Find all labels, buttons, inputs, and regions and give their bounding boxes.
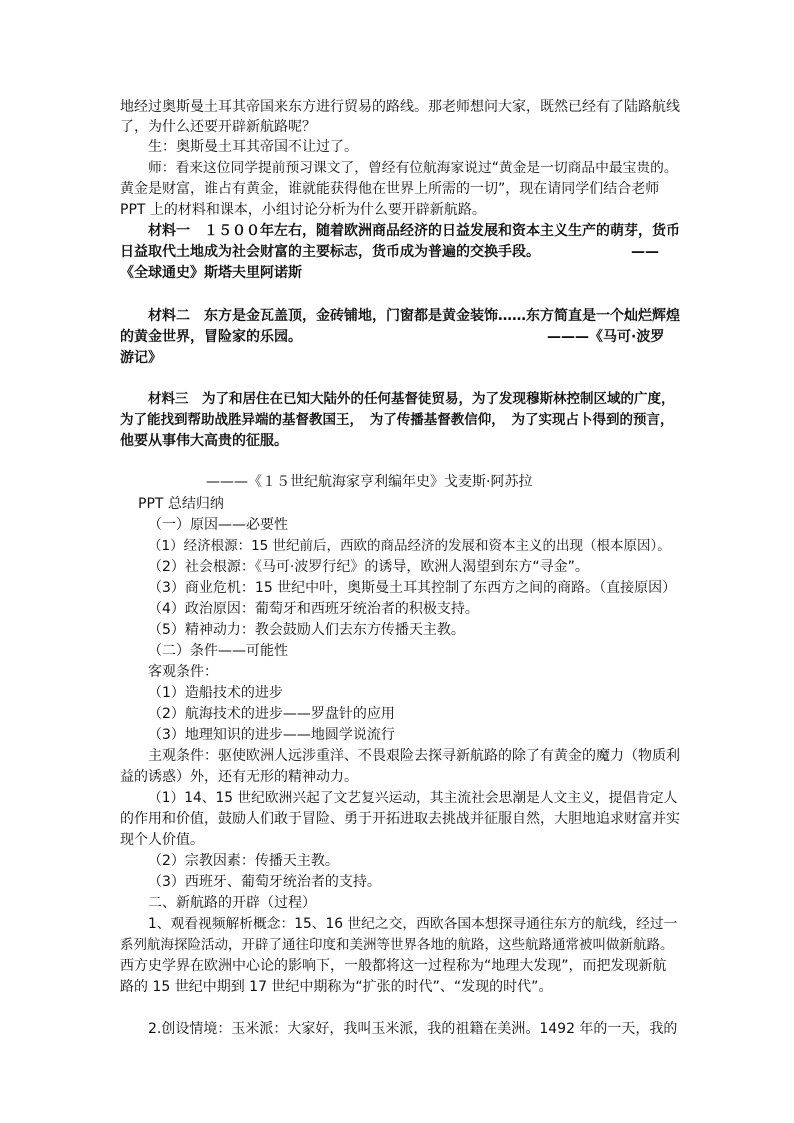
- paragraph-line: 的作用和价值，鼓励人们敢于冒险、勇于开拓进取去挑战并征服自然，大胆地追求财富并实: [120, 811, 680, 827]
- list-item: （2）社会根源：《马可·波罗行纪》的诱导，欧洲人渴望到东方“寻金”。: [148, 559, 589, 575]
- material-2: 材料二 东方是金瓦盖顶，金砖铺地，门窗都是黄金装饰……东方简直是一个灿烂辉煌: [148, 308, 680, 324]
- list-item: （5）精神动力：教会鼓励人们去东方传播天主教。: [148, 622, 465, 638]
- list-item: （1）经济根源：15 世纪前后，西欧的商品经济的发展和资本主义的出现（根本原因）。: [148, 538, 671, 554]
- teacher-line: 师：看来这位同学提前预习课文了，曾经有位航海家说过“黄金是一切商品中最宝贵的。: [148, 160, 678, 176]
- list-item: （4）政治原因：葡萄牙和西班牙统治者的积极支持。: [148, 601, 479, 617]
- material-3-line: 为了能找到帮助战胜异端的基督教国王， 为了传播基督教信仰， 为了实现占卜得到的预言，: [120, 412, 674, 428]
- list-item: （2）航海技术的进步——罗盘针的应用: [148, 706, 395, 722]
- list-item: （1）14、15 世纪欧洲兴起了文艺复兴运动，其主流社会思潮是人文主义，提倡肯定人: [148, 790, 678, 806]
- material-2-line: 的黄金世界，冒险家的乐园。 ———《马可·波罗: [120, 329, 665, 345]
- paragraph-line: 西方史学界在欧洲中心论的影响下，一般都将这一过程称为“地理大发现”，而把发现新航: [120, 958, 667, 974]
- paragraph-line: 黄金是财富，谁占有黄金，谁就能获得他在世界上所需的一切”，现在请同学们结合老师: [120, 181, 660, 197]
- list-item: （3）地理知识的进步——地圆学说流行: [148, 727, 395, 743]
- paragraph-line: 系列航海探险活动，开辟了通往印度和美洲等世界各地的航路，这些航路通常被叫做新航路。: [120, 937, 674, 953]
- material-1-source: 《全球通史》斯塔夫里阿诺斯: [120, 265, 302, 281]
- paragraph-line: 地经过奥斯曼土耳其帝国来东方进行贸易的路线。那老师想问大家，既然已经有了陆路航线: [120, 99, 680, 115]
- paragraph-line: 现个人价值。: [120, 832, 204, 848]
- paragraph-line: 主观条件：驱使欧洲人远涉重洋、不畏艰险去探寻新航路的除了有黄金的魔力（物质利: [148, 748, 680, 764]
- material-1: 材料一 １５００年左右，随着欧洲商品经济的日益发展和资本主义生产的萌芽，货币: [148, 223, 680, 239]
- section-heading: （一）原因——必要性: [148, 517, 288, 533]
- list-item: （3）西班牙、葡萄牙统治者的支持。: [148, 874, 381, 890]
- material-3: 材料三 为了和居住在已知大陆外的任何基督徒贸易，为了发现穆斯林控制区域的广度，: [148, 391, 675, 407]
- paragraph-line: 1、观看视频解析概念：15、16 世纪之交，西欧各国本想探寻通往东方的航线，经过一: [148, 916, 678, 932]
- list-item: （3）商业危机：15 世纪中叶，奥斯曼土耳其控制了东西方之间的商路。（直接原因）: [148, 580, 677, 596]
- material-3-source: ———《１５世纪航海家亨利编年史》戈麦斯·阿苏拉: [206, 474, 533, 490]
- student-answer: 生：奥斯曼土耳其帝国不让过了。: [148, 139, 358, 155]
- paragraph-line: 2.创设情境：玉米派：大家好，我叫玉米派，我的祖籍在美洲。1492 年的一天，我的: [148, 1021, 678, 1037]
- section-heading: 二、新航路的开辟（过程）: [148, 895, 316, 911]
- ppt-summary-heading: PPT 总结归纳: [138, 496, 224, 512]
- list-item: （1）造船技术的进步: [148, 685, 283, 701]
- material-3-line: 他要从事伟大高贵的征服。: [120, 433, 288, 449]
- list-item: （2）宗教因素：传播天主教。: [148, 853, 339, 869]
- paragraph-line: PPT 上的材料和课本，小组讨论分析为什么要开辟新航路。: [120, 202, 486, 218]
- material-2-source: 游记》: [120, 350, 162, 366]
- section-heading: （二）条件——可能性: [148, 643, 288, 659]
- paragraph-line: 了，为什么还要开辟新航路呢？: [120, 119, 316, 135]
- paragraph-line: 益的诱惑）外，还有无形的精神动力。: [120, 769, 358, 785]
- sub-heading: 客观条件：: [148, 664, 218, 680]
- material-1-line: 日益取代土地成为社会财富的主要标志，货币成为普遍的交换手段。 ——: [120, 244, 659, 260]
- paragraph-line: 路的 15 世纪中期到 17 世纪中期称为“扩张的时代”、“发现的时代”。: [120, 979, 553, 995]
